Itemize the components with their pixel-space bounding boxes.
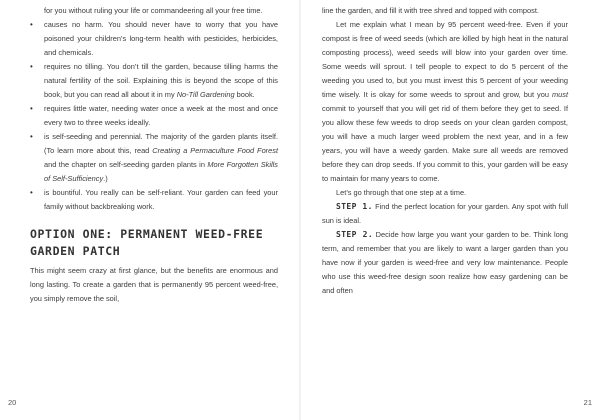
continued-text: line the garden, and fill it with tree shred and topped with compost.	[322, 6, 539, 15]
bullet-text: requires little water, needing water once a week at the most and once every two to three weeks ideally.	[44, 104, 278, 127]
book-title: Creating a Permaculture Food Forest	[152, 146, 278, 155]
paragraph: Let’s go through that one step at a time.	[336, 188, 467, 197]
bullet-item	[30, 60, 278, 102]
section-body: This might seem crazy at first glance, but the benefits are enormous and long lasting. To create a garden that is permanently 95 percent weed-free, you simply remove the soil,	[30, 266, 278, 303]
bullet-list	[30, 18, 278, 214]
section-heading: OPTION ONE: PERMANENT WEED-FREE GARDEN PATCH	[30, 227, 264, 258]
bullet-text: is self-seeding and perennial. The majority of the garden plants itself. (To learn more about this, read	[44, 132, 278, 155]
page-number: 21	[583, 398, 592, 407]
bullet-text: is bountiful. You really can be self-reliant. Your garden can feed your family without backbreaking work.	[44, 188, 278, 211]
paragraph-text: commit to yourself that you will get rid of them before they get to seed. If you allow these few weeds to drop seeds on your clean garden compost, you will have a much larger weed problem the next year, and in a few years, you will have a weedy garden. Make sure all weeds are removed before they can drop seeds. If you commit to this, your garden will be easy to maintain for many years to come.	[322, 104, 568, 183]
continued-text: for you without ruling your life or commandeering all your free time.	[44, 6, 263, 15]
paragraph-text: Let me explain what I mean by 95 percent weed-free. Even if your compost is free of weed seeds (which are killed by high heat in the natural composting process), weed seeds will blow into your garden over time. Some weeds will sprout. I tell people to expect to do 5 percent of the weeding you used to, but you must invest this 5 percent of your weeding time wisely. It is okay for some weeds to sprout and grow, but you	[322, 20, 568, 99]
bullet-item	[30, 186, 278, 214]
right-page-body	[322, 4, 568, 298]
paragraph	[322, 18, 568, 186]
page-number: 20	[8, 398, 17, 407]
bullet-text: book.	[234, 90, 255, 99]
step-text: Decide how large you want your garden to be. Think long term, and remember that you are likely to want a larger garden than you have now if your garden is weed-free and very low maintenance. People who use this weed-free design soon realize how easy gardening can be and often	[322, 230, 569, 295]
bullet-text: requires no tilling. You don’t till the garden, because tilling harms the natural fertility of the soil. Explaining this is beyond the scope of this book, but you can read all about it in my	[44, 62, 278, 99]
emphasis-text: must	[551, 90, 568, 99]
step-text: Find the perfect location for your garden. Any spot with full sun is ideal.	[322, 202, 569, 225]
step-paragraph	[322, 228, 568, 298]
bullet-text: .)	[103, 174, 108, 183]
bullet-item	[30, 102, 278, 130]
book-title: No-Till Gardening	[176, 90, 235, 99]
bullet-text: causes no harm. You should never have to worry that you have poisoned your children’s long-term health with pesticides, herbicides, and chemicals.	[44, 20, 278, 57]
step-label: STEP 1.	[336, 202, 373, 211]
step-paragraph	[322, 200, 568, 228]
bullet-text: and the chapter on self-seeding garden plants in	[44, 160, 208, 169]
book-title: More Forgotten Skills of Self-Sufficiency	[44, 160, 278, 183]
bullet-item	[30, 18, 278, 60]
step-label: STEP 2.	[336, 230, 374, 239]
right-page	[300, 0, 600, 420]
left-page-body	[30, 4, 278, 306]
bullet-item	[30, 130, 278, 186]
